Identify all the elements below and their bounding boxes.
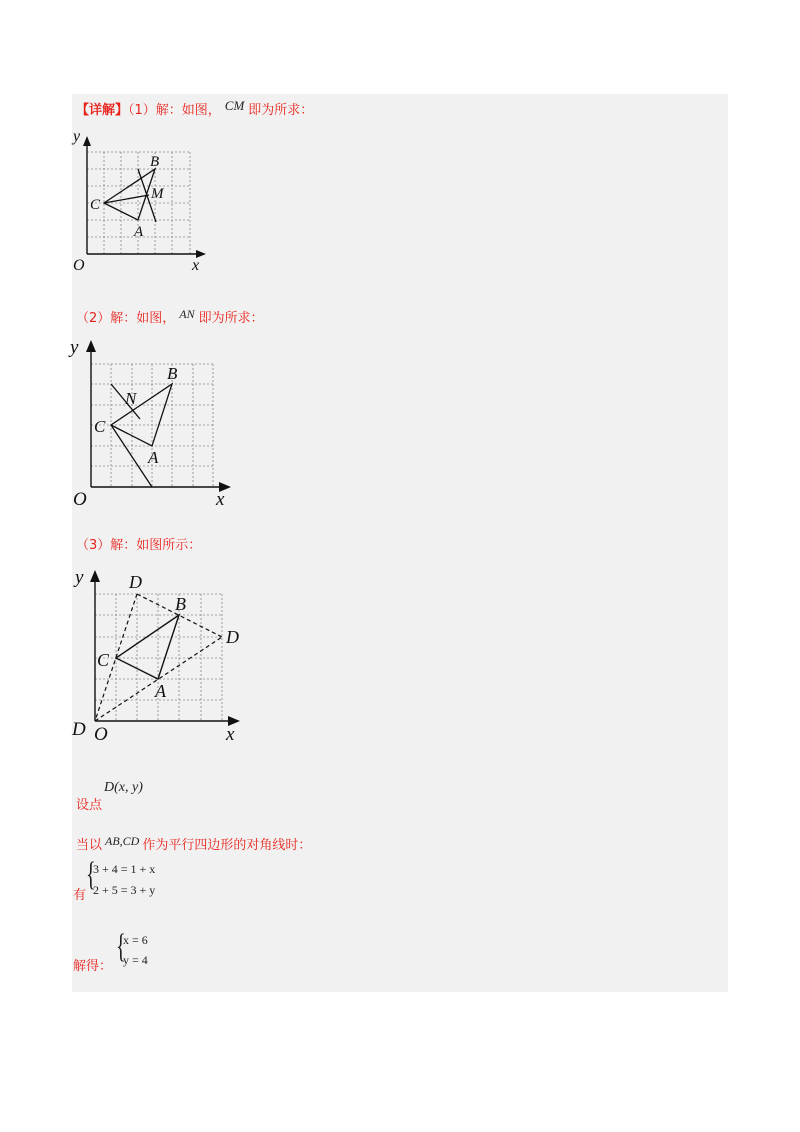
system2-eq2: y = 4 bbox=[123, 953, 148, 967]
fig1-y-label: y bbox=[73, 128, 81, 145]
case1-post: 作为平行四边形的对角线时： bbox=[142, 838, 312, 853]
case1-pre: 当以 bbox=[76, 838, 103, 853]
system1-eq1: 3 + 4 = 1 + x bbox=[93, 862, 156, 876]
part3-heading: （3）解：如图所示： bbox=[76, 538, 202, 553]
system1-brace: { bbox=[86, 856, 96, 893]
fig3-axes bbox=[90, 570, 240, 726]
fig1-a-label: A bbox=[134, 224, 144, 240]
fig3-y-label: y bbox=[75, 567, 84, 588]
fig3-origin-label: O bbox=[94, 724, 108, 745]
detail-bracket: 【详解】 bbox=[76, 103, 129, 118]
fig3-a-label: A bbox=[155, 681, 166, 701]
fig3-triangle bbox=[116, 615, 179, 679]
set-point-word: 设点 bbox=[76, 798, 103, 813]
fig2-y-label: y bbox=[70, 337, 79, 358]
part2-number: （2）解：如图， bbox=[76, 311, 176, 326]
part1-tail: 即为所求： bbox=[248, 103, 314, 118]
fig3-d-bottom-label: D bbox=[72, 719, 86, 740]
fig2-a-label: A bbox=[148, 448, 159, 467]
fig3-c-label: C bbox=[97, 650, 110, 670]
fig3-d-right-label: D bbox=[226, 627, 239, 647]
system2-brace: { bbox=[116, 928, 126, 965]
fig2-x-label: x bbox=[216, 489, 225, 510]
fig3-b-label: B bbox=[175, 594, 186, 614]
fig1-origin-label: O bbox=[73, 257, 85, 274]
fig2-origin-label: O bbox=[73, 489, 87, 510]
part2-var: AN bbox=[179, 307, 195, 321]
part1-var: CM bbox=[224, 98, 245, 113]
case1-line bbox=[76, 834, 311, 853]
fig1-x-label: x bbox=[192, 257, 200, 274]
fig3-d-top-label: D bbox=[129, 572, 142, 592]
case1-vars: AB,CD bbox=[105, 834, 140, 848]
fig1-c-label: C bbox=[90, 197, 101, 213]
system1-word: 有 bbox=[73, 888, 87, 903]
fig3-dashed-parallelograms bbox=[95, 594, 222, 721]
set-point-formula: D(x, y) bbox=[104, 780, 143, 795]
part1-number: （1）解：如图， bbox=[128, 103, 221, 118]
part2-tail: 即为所求： bbox=[198, 311, 264, 326]
fig2-b-label: B bbox=[167, 364, 178, 383]
fig2-n-label: N bbox=[125, 389, 137, 408]
fig1-m-label: M bbox=[151, 186, 164, 202]
fig2-c-label: C bbox=[94, 417, 106, 436]
system2-word: 解得： bbox=[73, 959, 113, 974]
system1-eq2: 2 + 5 = 3 + y bbox=[93, 883, 156, 897]
fig1-b-label: B bbox=[150, 154, 160, 170]
system2-eq1: x = 6 bbox=[123, 933, 148, 947]
fig3-grid bbox=[95, 594, 222, 721]
fig3-x-label: x bbox=[226, 724, 235, 745]
